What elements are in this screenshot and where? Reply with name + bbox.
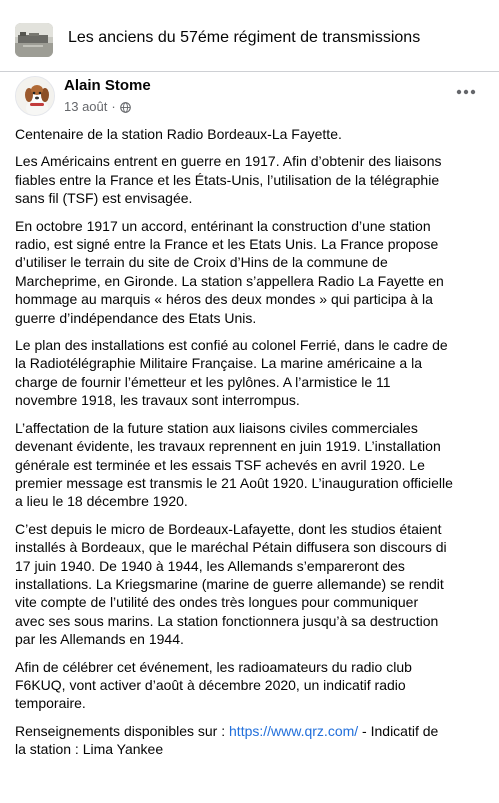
post-date[interactable]: 13 août bbox=[64, 98, 108, 114]
qrz-link[interactable]: https://www.qrz.com/ bbox=[229, 722, 359, 739]
group-header bbox=[0, 0, 499, 72]
post-paragraph: Le plan des installations est confié au colonel Ferrié, dans le cadre de la Radiotélégraphie Militaire Française. La marine américaine a la charge de fournir l’émetteur et les pylônes. A l’armistice le 11 novembre 1918, les travaux sont interrompus. bbox=[15, 337, 448, 409]
info-prefix: Renseignements disponibles sur : bbox=[15, 722, 230, 739]
group-name[interactable]: Les anciens du 57éme régiment de transmissions bbox=[68, 29, 421, 46]
group-photo-icon[interactable] bbox=[15, 23, 53, 57]
post-paragraph: Centenaire de la station Radio Bordeaux-La Fayette. bbox=[15, 126, 342, 142]
post-paragraph: L’affectation de la future station aux liaisons civiles commerciales devenant évidente, les travaux reprennent en juin 1919. L’installation générale est terminée et les essais TSF achevés en avril 1920. Le premier message est transmis le 21 Août 1920. L’inauguration officielle a lieu le 18 décembre 1920. bbox=[15, 419, 453, 510]
info-suffix: - Indicatif de la station : Lima Yankee bbox=[15, 722, 439, 758]
meta-separator: · bbox=[111, 98, 116, 114]
globe-icon[interactable] bbox=[120, 101, 131, 112]
post-paragraph: En octobre 1917 un accord, entérinant la construction d’une station radio, est signé entre la France et les Etats Unis. La France propose d’utiliser le terrain du site de Croix d’Hins de la commune de Marcheprime, en Gironde. La station s’appellera Radio La Fayette en hommage au marquis « héros des deux mondes » qui participa à la guerre d’indépendance des Etats Unis. bbox=[15, 217, 444, 326]
avatar[interactable] bbox=[15, 76, 55, 116]
more-options-icon[interactable] bbox=[452, 80, 480, 104]
author-name[interactable]: Alain Stome bbox=[64, 77, 151, 94]
post-paragraph-links bbox=[15, 722, 485, 759]
post-paragraph: C’est depuis le micro de Bordeaux-Lafayette, dont les studios étaient installés à Bordeaux, que le maréchal Pétain diffusera son discours di 17 juin 1940. De 1940 à 1944, les Allemands s’empareront des installations. La Kriegsmarine (marine de guerre allemande) se rendit vite compte de l’utilité des ondes très longues pour communiquer avec ses sous marins. La station fonctionnera jusqu’à sa destruction par les Allemands en 1944. bbox=[15, 520, 447, 648]
post-paragraph: Les Américains entrent en guerre en 1917. Afin d’obtenir des liaisons fiables entre la France et les États-Unis, l’utilisation de la télégraphie sans fil (TSF) est envisagée. bbox=[15, 153, 442, 207]
post-meta bbox=[64, 98, 131, 114]
post-paragraph: Afin de célébrer cet événement, les radioamateurs du radio club F6KUQ, vont activer d’août à décembre 2020, un indicatif radio temporaire. bbox=[15, 658, 412, 712]
post-body bbox=[15, 125, 485, 768]
